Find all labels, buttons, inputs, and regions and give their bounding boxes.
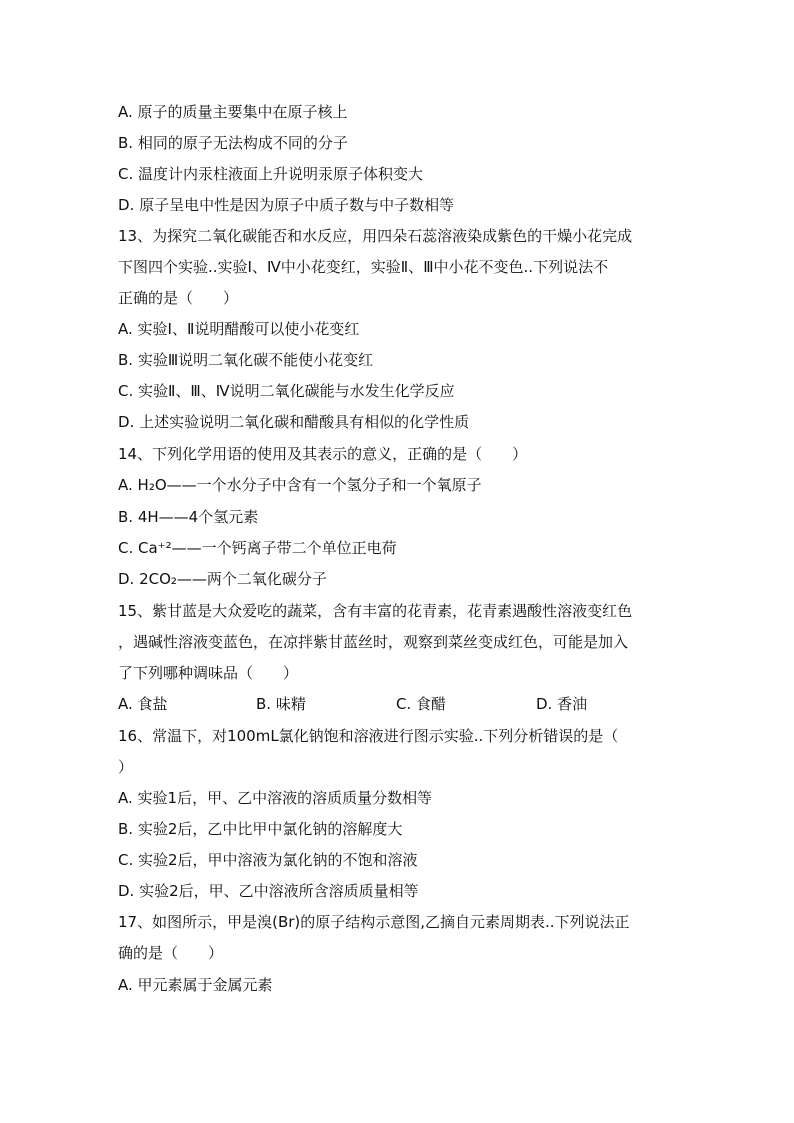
q13-stem-line-2: 下图四个实验..实验Ⅰ、Ⅳ中小花变红，实验Ⅱ、Ⅲ中小花不变色..下列说法不 (118, 258, 609, 276)
q14-option-b: B. 4H——4个氢元素 (118, 508, 259, 526)
q14-stem: 14、下列化学用语的使用及其表示的意义，正确的是（ ） (118, 445, 528, 463)
q14-option-d: D. 2CO₂——两个二氧化碳分子 (118, 570, 327, 588)
q14-option-a: A. H₂O——一个水分子中含有一个氢分子和一个氧原子 (118, 476, 482, 494)
q15-option-c: C. 食醋 (396, 695, 447, 713)
q13-option-b: B. 实验Ⅲ说明二氧化碳不能使小花变红 (118, 351, 374, 369)
q17-option-a: A. 甲元素属于金属元素 (118, 976, 273, 994)
q16-option-b: B. 实验2后，乙中比甲中氯化钠的溶解度大 (118, 820, 403, 838)
q15-stem-line-3: 了下列哪种调味品（ ） (118, 664, 299, 682)
q16-stem-line-2: ） (118, 758, 134, 776)
q13-option-c: C. 实验Ⅱ、Ⅲ、Ⅳ说明二氧化碳能与水发生化学反应 (118, 382, 455, 400)
q13-stem-line-1: 13、为探究二氧化碳能否和水反应，用四朵石蕊溶液染成紫色的干燥小花完成 (118, 227, 633, 245)
q15-option-d: D. 香油 (536, 695, 588, 713)
q15-stem-line-2: ，遇碱性溶液变蓝色，在凉拌紫甘蓝丝时，观察到菜丝变成红色，可能是加入 (118, 633, 629, 651)
q16-option-a: A. 实验1后，甲、乙中溶液的溶质质量分数相等 (118, 789, 433, 807)
q13-stem-line-3: 正确的是（ ） (118, 289, 239, 307)
q12-option-b: B. 相同的原子无法构成不同的分子 (118, 134, 348, 152)
q14-option-c: C. Ca⁺²——一个钙离子带二个单位正电荷 (118, 539, 397, 557)
q15-stem-line-1: 15、紫甘蓝是大众爱吃的蔬菜，含有丰富的花青素，花青素遇酸性溶液变红色 (118, 602, 633, 620)
q15-options (118, 694, 678, 714)
q17-stem-line-2: 确的是（ ） (118, 944, 224, 962)
q12-option-d: D. 原子呈电中性是因为原子中质子数与中子数相等 (118, 196, 455, 214)
q13-option-a: A. 实验Ⅰ、Ⅱ说明醋酸可以使小花变红 (118, 320, 360, 338)
q17-stem-line-1: 17、如图所示，甲是溴(Br)的原子结构示意图,乙摘自元素周期表..下列说法正 (118, 913, 630, 931)
q16-stem-line-1: 16、常温下，对100mL氯化钠饱和溶液进行图示实验..下列分析错误的是（ (118, 727, 619, 745)
q12-option-c: C. 温度计内汞柱液面上升说明汞原子体积变大 (118, 165, 424, 183)
q15-option-a: A. 食盐 (118, 695, 168, 713)
q15-option-b: B. 味精 (256, 695, 306, 713)
q12-option-a: A. 原子的质量主要集中在原子核上 (118, 103, 348, 121)
q13-option-d: D. 上述实验说明二氧化碳和醋酸具有相似的化学性质 (118, 413, 470, 431)
q16-option-c: C. 实验2后，甲中溶液为氯化钠的不饱和溶液 (118, 851, 418, 869)
q16-option-d: D. 实验2后，甲、乙中溶液所含溶质质量相等 (118, 882, 419, 900)
